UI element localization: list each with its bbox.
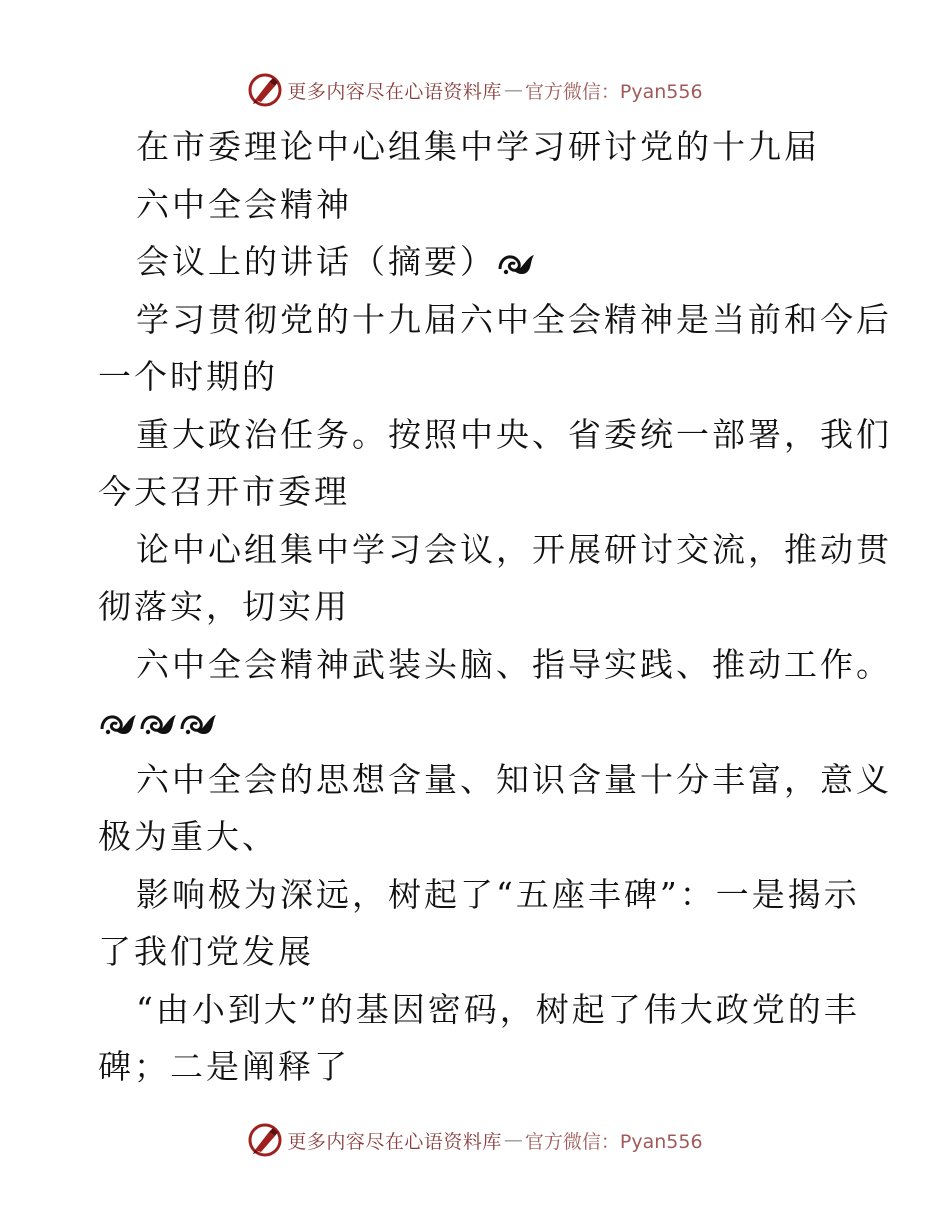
document-body	[98, 118, 892, 1096]
fleuron-ornament-icon	[138, 707, 178, 737]
paragraph-line: “由小到大”的基因密码，树起了伟大政党的丰	[136, 989, 860, 1029]
paragraph-line: 六中全会的思想含量、知识含量十分丰富，意义	[136, 759, 892, 799]
banner-contact: 官方微信：Pyan556	[524, 1130, 703, 1153]
banner-title: 更多内容尽在心语资料库	[287, 80, 502, 103]
paragraph-line: 今天召开市委理	[98, 472, 350, 511]
paragraph-line: 重大政治任务。按照中央、省委统一部署，我们	[136, 414, 892, 454]
title-line-2: 六中全会精神	[136, 184, 352, 224]
paragraph-line: 论中心组集中学习会议，开展研讨交流，推动贯	[136, 529, 892, 569]
paragraph-line: 碑；二是阐释了	[98, 1047, 350, 1086]
paragraph-line: 六中全会精神武装头脑、指导实践、推动工作。	[136, 644, 892, 684]
fleuron-ornament-icon	[178, 707, 218, 737]
fleuron-ornament-icon	[496, 247, 536, 277]
paragraph-line: 学习贯彻党的十九届六中全会精神是当前和今后	[136, 299, 892, 339]
title-line-1: 在市委理论中心组集中学习研讨党的十九届	[136, 127, 820, 166]
paragraph-line: 极为重大、	[98, 817, 278, 856]
page-footer-banner	[0, 1120, 950, 1160]
banner-separator: —	[503, 1129, 523, 1151]
ornament-row	[98, 693, 858, 751]
fountain-pen-logo-icon	[247, 72, 283, 108]
banner-separator: —	[503, 79, 523, 101]
paragraph-line: 彻落实，切实用	[98, 587, 350, 626]
paragraph-line: 影响极为深远，树起了“五座丰碑”：一是揭示	[136, 874, 860, 914]
fountain-pen-logo-icon	[247, 1122, 283, 1158]
page-header-banner	[0, 70, 950, 110]
fleuron-ornament-icon	[98, 707, 138, 737]
title-line-3-text: 会议上的讲话（摘要）	[136, 242, 496, 281]
title-line-3	[98, 233, 858, 291]
paragraph-line: 一个时期的	[98, 357, 278, 396]
banner-title: 更多内容尽在心语资料库	[287, 1130, 502, 1153]
banner-contact: 官方微信：Pyan556	[524, 80, 703, 103]
paragraph-line: 了我们党发展	[98, 932, 314, 971]
